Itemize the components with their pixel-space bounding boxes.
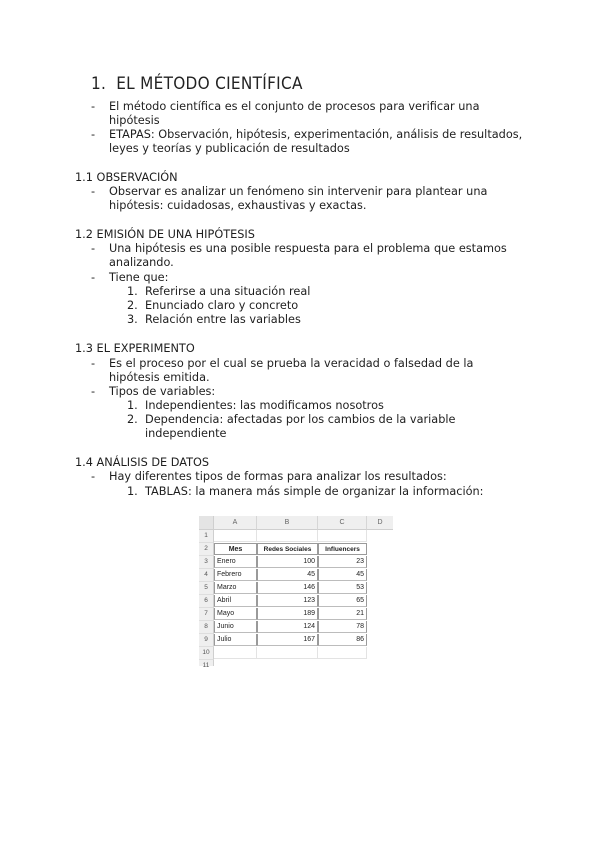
dash-marker: - bbox=[91, 385, 96, 398]
requisito-text: Relación entre las variables bbox=[145, 313, 301, 326]
sheet-corner bbox=[199, 516, 214, 530]
row-number: 8 bbox=[199, 621, 214, 634]
dash-marker: - bbox=[91, 100, 96, 113]
empty-cell bbox=[214, 647, 257, 659]
document-title bbox=[91, 74, 303, 94]
empty-cell bbox=[318, 530, 367, 542]
number-marker: 3. bbox=[127, 313, 138, 326]
table-cell: 21 bbox=[318, 608, 367, 620]
table-cell: Abril bbox=[214, 595, 257, 607]
table-cell: Mayo bbox=[214, 608, 257, 620]
experimento-text: Es el proceso por el cual se prueba la veracidad o falsedad de la hipótesis emitida. bbox=[109, 357, 474, 385]
table-cell: Febrero bbox=[214, 569, 257, 581]
table-cell: 23 bbox=[318, 556, 367, 568]
column-header: C bbox=[318, 516, 367, 530]
empty-cell bbox=[257, 530, 318, 542]
table-cell: 78 bbox=[318, 621, 367, 633]
number-marker: 2. bbox=[127, 413, 138, 426]
intro-text: ETAPAS: Observación, hipótesis, experimentación, análisis de resultados, leyes y teorías y publicación de resultados bbox=[109, 128, 523, 156]
intro-text: El método científica es el conjunto de procesos para verificar una hipótesis bbox=[109, 100, 480, 128]
variable-text: Independientes: las modificamos nosotros bbox=[145, 399, 384, 412]
table-cell: 123 bbox=[257, 595, 318, 607]
hipotesis-text: Tiene que: bbox=[109, 271, 169, 284]
table-cell: 124 bbox=[257, 621, 318, 633]
row-number: 2 bbox=[199, 543, 214, 556]
number-marker: 2. bbox=[127, 299, 138, 312]
table-cell: Julio bbox=[214, 634, 257, 646]
row-number: 9 bbox=[199, 634, 214, 647]
dash-marker: - bbox=[91, 357, 96, 370]
section-heading-hipotesis: 1.2 EMISIÓN DE UNA HIPÓTESIS bbox=[75, 228, 255, 241]
dash-marker: - bbox=[91, 128, 96, 141]
table-header-cell: Influencers bbox=[318, 543, 367, 555]
row-number: 4 bbox=[199, 569, 214, 582]
table-cell: Junio bbox=[214, 621, 257, 633]
table-cell: 45 bbox=[318, 569, 367, 581]
empty-cell bbox=[214, 530, 257, 542]
table-cell: Marzo bbox=[214, 582, 257, 594]
section-heading-experimento: 1.3 EL EXPERIMENTO bbox=[75, 342, 195, 355]
column-header: B bbox=[257, 516, 318, 530]
title-text: EL MÉTODO CIENTÍFICA bbox=[116, 74, 303, 94]
table-header-cell: Mes bbox=[214, 543, 257, 555]
hipotesis-text: Una hipótesis es una posible respuesta para el problema que estamos analizando. bbox=[109, 242, 507, 270]
row-number: 1 bbox=[199, 530, 214, 543]
spreadsheet-image bbox=[199, 516, 393, 669]
table-cell: 45 bbox=[257, 569, 318, 581]
table-cell: 100 bbox=[257, 556, 318, 568]
row-number: 11 bbox=[199, 660, 214, 666]
dash-marker: - bbox=[91, 470, 96, 483]
table-cell: 167 bbox=[257, 634, 318, 646]
experimento-text: Tipos de variables: bbox=[109, 385, 216, 398]
analisis-text: Hay diferentes tipos de formas para analizar los resultados: bbox=[109, 470, 447, 483]
section-heading-observacion: 1.1 OBSERVACIÓN bbox=[75, 171, 178, 184]
column-header: A bbox=[214, 516, 257, 530]
dash-marker: - bbox=[91, 242, 96, 255]
table-cell: Enero bbox=[214, 556, 257, 568]
observacion-text: Observar es analizar un fenómeno sin intervenir para plantear una hipótesis: cuidadosas, exhaustivas y exactas. bbox=[109, 185, 488, 213]
requisito-text: Referirse a una situación real bbox=[145, 285, 311, 298]
variable-text: Dependencia: afectadas por los cambios de la variable independiente bbox=[145, 413, 456, 441]
table-cell: 86 bbox=[318, 634, 367, 646]
row-number: 3 bbox=[199, 556, 214, 569]
row-number: 5 bbox=[199, 582, 214, 595]
column-header: D bbox=[367, 516, 393, 530]
dash-marker: - bbox=[91, 185, 96, 198]
row-number: 6 bbox=[199, 595, 214, 608]
section-heading-analisis: 1.4 ANÁLISIS DE DATOS bbox=[75, 456, 210, 469]
number-marker: 1. bbox=[127, 399, 138, 412]
dash-marker: - bbox=[91, 271, 96, 284]
table-header-cell: Redes Sociales bbox=[257, 543, 318, 555]
table-cell: 53 bbox=[318, 582, 367, 594]
tablas-text: TABLAS: la manera más simple de organizar la información: bbox=[145, 485, 484, 498]
requisito-text: Enunciado claro y concreto bbox=[145, 299, 299, 312]
number-marker: 1. bbox=[127, 285, 138, 298]
number-marker: 1. bbox=[127, 485, 138, 498]
row-number: 10 bbox=[199, 647, 214, 660]
table-cell: 65 bbox=[318, 595, 367, 607]
empty-cell bbox=[318, 647, 367, 659]
table-cell: 189 bbox=[257, 608, 318, 620]
empty-cell bbox=[257, 647, 318, 659]
row-number: 7 bbox=[199, 608, 214, 621]
table-cell: 146 bbox=[257, 582, 318, 594]
title-number: 1. bbox=[91, 74, 107, 94]
